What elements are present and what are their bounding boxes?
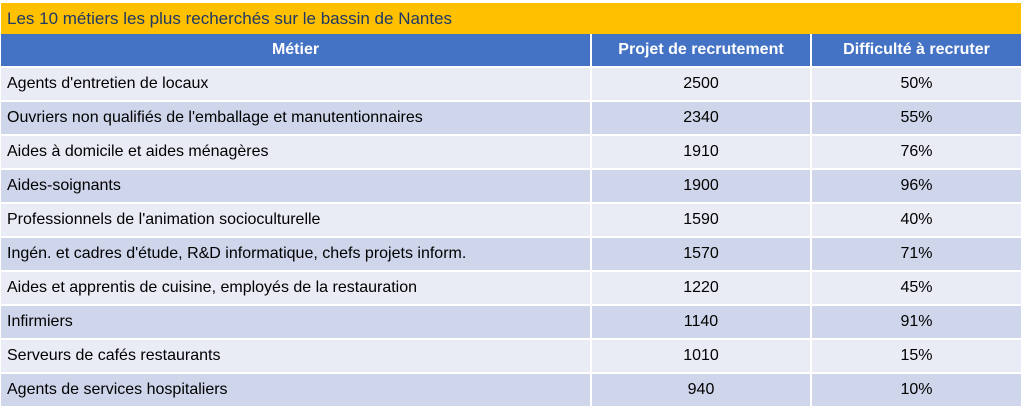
difficulty-cell: 55% bbox=[811, 101, 1021, 135]
difficulty-cell: 76% bbox=[811, 135, 1021, 169]
difficulty-cell: 15% bbox=[811, 339, 1021, 373]
job-cell: Ouvriers non qualifiés de l'emballage et manutentionnaires bbox=[1, 101, 591, 135]
recruitment-cell: 1590 bbox=[591, 203, 811, 237]
table-row bbox=[1, 101, 1021, 135]
column-header-job: Métier bbox=[1, 34, 591, 67]
recruitment-cell: 1900 bbox=[591, 169, 811, 203]
recruitment-cell: 2500 bbox=[591, 67, 811, 101]
difficulty-cell: 50% bbox=[811, 67, 1021, 101]
table-header-row bbox=[1, 34, 1021, 67]
column-header-difficulty: Difficulté à recruter bbox=[811, 34, 1021, 67]
recruitment-cell: 1570 bbox=[591, 237, 811, 271]
table-row bbox=[1, 305, 1021, 339]
recruitment-cell: 1910 bbox=[591, 135, 811, 169]
table-row bbox=[1, 203, 1021, 237]
job-cell: Serveurs de cafés restaurants bbox=[1, 339, 591, 373]
difficulty-cell: 96% bbox=[811, 169, 1021, 203]
table-row bbox=[1, 237, 1021, 271]
difficulty-cell: 10% bbox=[811, 373, 1021, 407]
table-row bbox=[1, 271, 1021, 305]
difficulty-cell: 91% bbox=[811, 305, 1021, 339]
job-cell: Ingén. et cadres d'étude, R&D informatique, chefs projets inform. bbox=[1, 237, 591, 271]
jobs-table bbox=[1, 34, 1021, 408]
job-cell: Agents d'entretien de locaux bbox=[1, 67, 591, 101]
recruitment-cell: 1140 bbox=[591, 305, 811, 339]
job-cell: Aides et apprentis de cuisine, employés de la restauration bbox=[1, 271, 591, 305]
recruitment-cell: 1220 bbox=[591, 271, 811, 305]
table-row bbox=[1, 67, 1021, 101]
job-cell: Aides-soignants bbox=[1, 169, 591, 203]
table-row bbox=[1, 339, 1021, 373]
difficulty-cell: 40% bbox=[811, 203, 1021, 237]
difficulty-cell: 71% bbox=[811, 237, 1021, 271]
job-cell: Agents de services hospitaliers bbox=[1, 373, 591, 407]
table-row bbox=[1, 169, 1021, 203]
jobs-table-figure bbox=[1, 3, 1021, 408]
recruitment-cell: 1010 bbox=[591, 339, 811, 373]
difficulty-cell: 45% bbox=[811, 271, 1021, 305]
table-row bbox=[1, 373, 1021, 407]
job-cell: Aides à domicile et aides ménagères bbox=[1, 135, 591, 169]
column-header-recruitment: Projet de recrutement bbox=[591, 34, 811, 67]
job-cell: Infirmiers bbox=[1, 305, 591, 339]
job-cell: Professionnels de l'animation socioculturelle bbox=[1, 203, 591, 237]
table-row bbox=[1, 135, 1021, 169]
recruitment-cell: 940 bbox=[591, 373, 811, 407]
table-title: Les 10 métiers les plus recherchés sur le bassin de Nantes bbox=[1, 3, 1021, 34]
recruitment-cell: 2340 bbox=[591, 101, 811, 135]
